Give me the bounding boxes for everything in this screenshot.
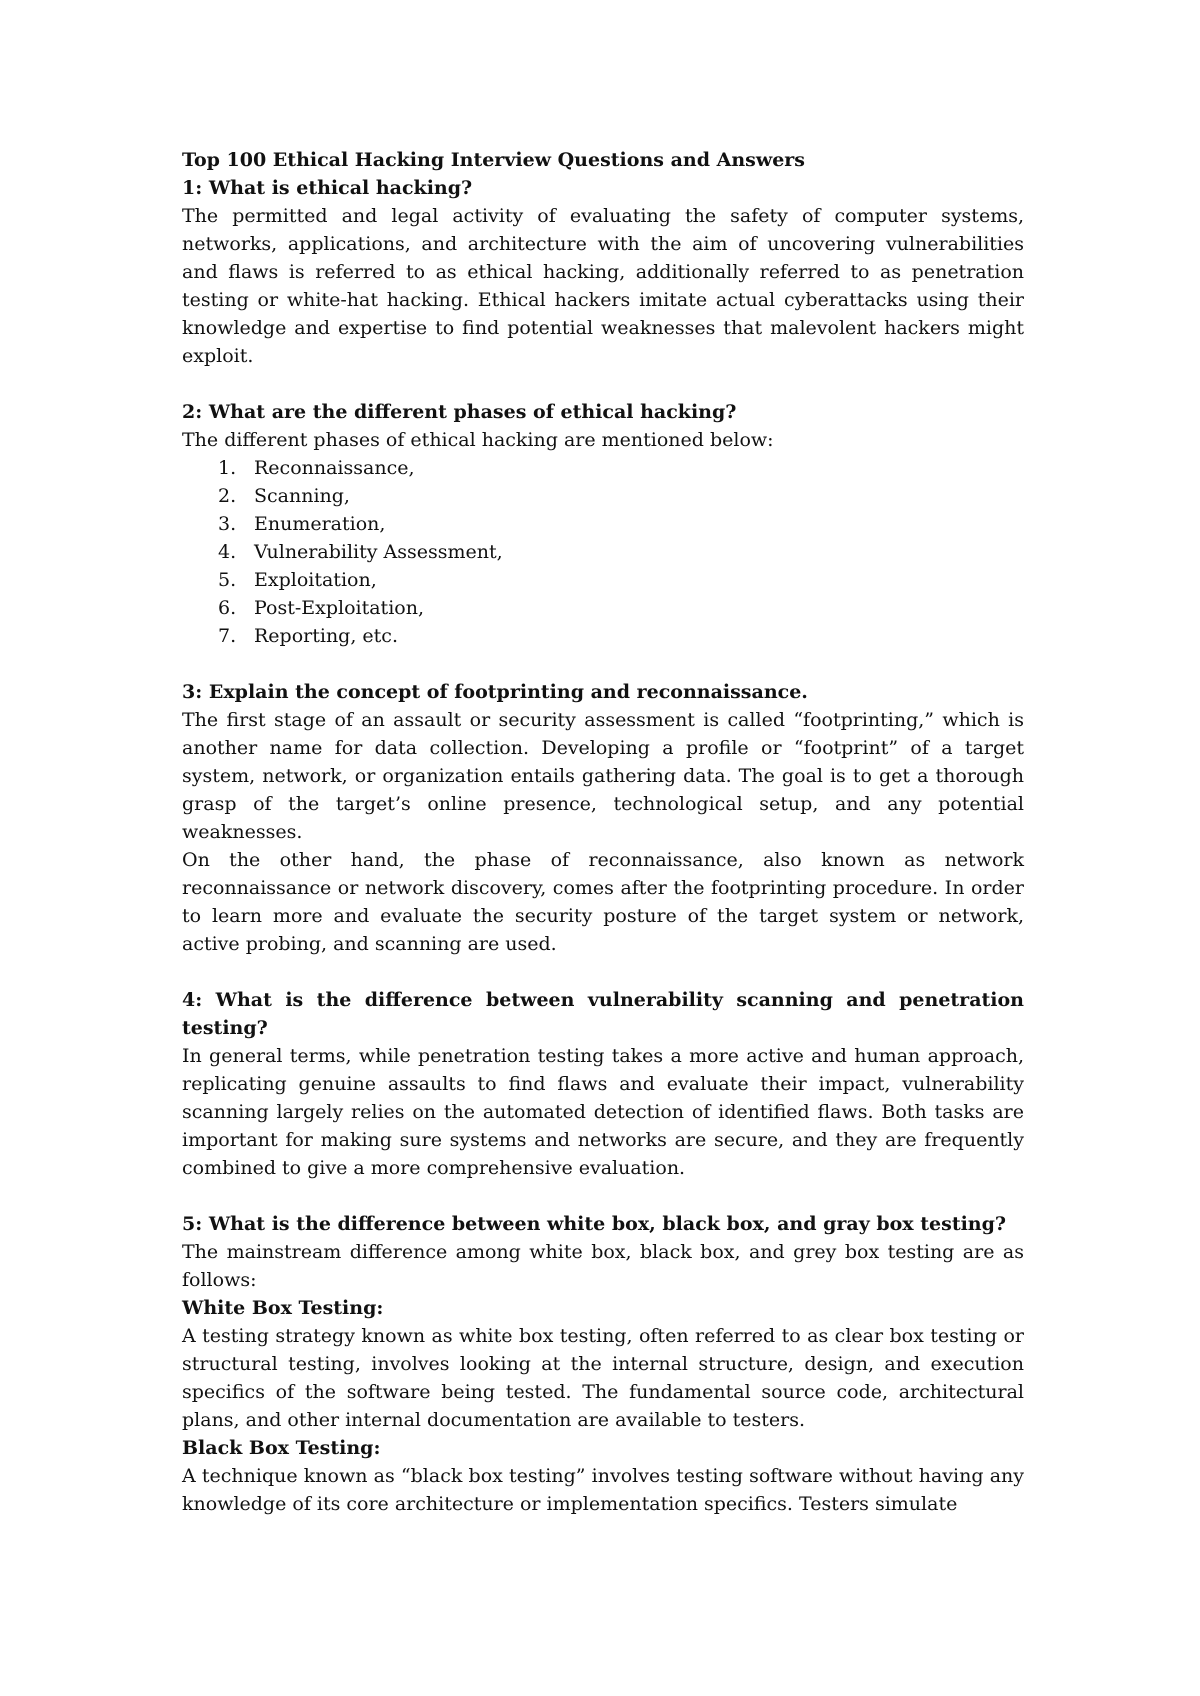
list-item — [218, 538, 1024, 566]
list-item — [218, 594, 1024, 622]
answer-1-paragraph: The permitted and legal activity of evaluating the safety of computer systems, networks, applications, and architecture with the aim of uncovering vulnerabilities and flaws is referred to as ethical hacking, additionally referred to as penetration testing or white-hat hacking. Ethical hackers imitate actual cyberattacks using their knowledge and expertise to find potential weaknesses that malevolent hackers might exploit. — [182, 205, 1024, 367]
answer-3-paragraph-1: The first stage of an assault or security assessment is called “footprinting,” which is another name for data collection. Developing a profile or “footprint” of a target system, network, or organization entails gathering data. The goal is to get a thorough grasp of the target’s online presence, technological setup, and any potential weaknesses. — [182, 709, 1024, 843]
list-item-text: Scanning, — [254, 485, 350, 507]
document-title: Top 100 Ethical Hacking Interview Questions and Answers — [182, 149, 806, 171]
list-item — [218, 622, 1024, 650]
list-item-number: 7. — [218, 625, 237, 647]
list-item-number: 4. — [218, 541, 237, 563]
section-spacer — [182, 1182, 1024, 1210]
list-item-text: Reconnaissance, — [254, 457, 415, 479]
phases-list — [182, 454, 1024, 650]
answer-4-paragraph: In general terms, while penetration testing takes a more active and human approach, replicating genuine assaults to find flaws and evaluate their impact, vulnerability scanning largely relies on the automated detection of identified flaws. Both tasks are important for making sure systems and networks are secure, and they are frequently combined to give a more comprehensive evaluation. — [182, 1045, 1024, 1179]
white-box-paragraph: A testing strategy known as white box testing, often referred to as clear box testing or structural testing, involves looking at the internal structure, design, and execution specifics of the software being tested. The fundamental source code, architectural plans, and other internal documentation are available to testers. — [182, 1325, 1024, 1431]
list-item-text: Vulnerability Assessment, — [254, 541, 503, 563]
black-box-paragraph: A technique known as “black box testing” involves testing software without having any knowledge of its core architecture or implementation specifics. Testers simulate — [182, 1465, 1024, 1515]
question-4-heading: 4: What is the difference between vulnerability scanning and penetration testing? — [182, 989, 1024, 1039]
document-body — [182, 146, 1024, 1518]
list-item — [218, 566, 1024, 594]
list-item-number: 3. — [218, 513, 237, 535]
list-item-number: 1. — [218, 457, 237, 479]
list-item — [218, 510, 1024, 538]
question-5-heading: 5: What is the difference between white box, black box, and gray box testing? — [182, 1213, 1007, 1235]
list-item-number: 6. — [218, 597, 237, 619]
white-box-heading: White Box Testing: — [182, 1297, 384, 1319]
section-spacer — [182, 650, 1024, 678]
black-box-heading: Black Box Testing: — [182, 1437, 381, 1459]
list-item — [218, 454, 1024, 482]
list-item-text: Post-Exploitation, — [254, 597, 424, 619]
answer-3-paragraph-2: On the other hand, the phase of reconnaissance, also known as network reconnaissance or network discovery, comes after the footprinting procedure. In order to learn more and evaluate the security posture of the target system or network, active probing, and scanning are used. — [182, 849, 1024, 955]
section-spacer — [182, 958, 1024, 986]
list-item — [218, 482, 1024, 510]
question-1-heading: 1: What is ethical hacking? — [182, 177, 473, 199]
list-item-text: Reporting, etc. — [254, 625, 398, 647]
list-item-text: Exploitation, — [254, 569, 377, 591]
answer-2-intro: The different phases of ethical hacking are mentioned below: — [182, 429, 774, 451]
list-item-number: 2. — [218, 485, 237, 507]
question-2-heading: 2: What are the different phases of ethical hacking? — [182, 401, 737, 423]
list-item-number: 5. — [218, 569, 237, 591]
answer-5-intro: The mainstream difference among white box, black box, and grey box testing are as follows: — [182, 1241, 1024, 1291]
question-3-heading: 3: Explain the concept of footprinting and reconnaissance. — [182, 681, 808, 703]
section-spacer — [182, 370, 1024, 398]
list-item-text: Enumeration, — [254, 513, 386, 535]
